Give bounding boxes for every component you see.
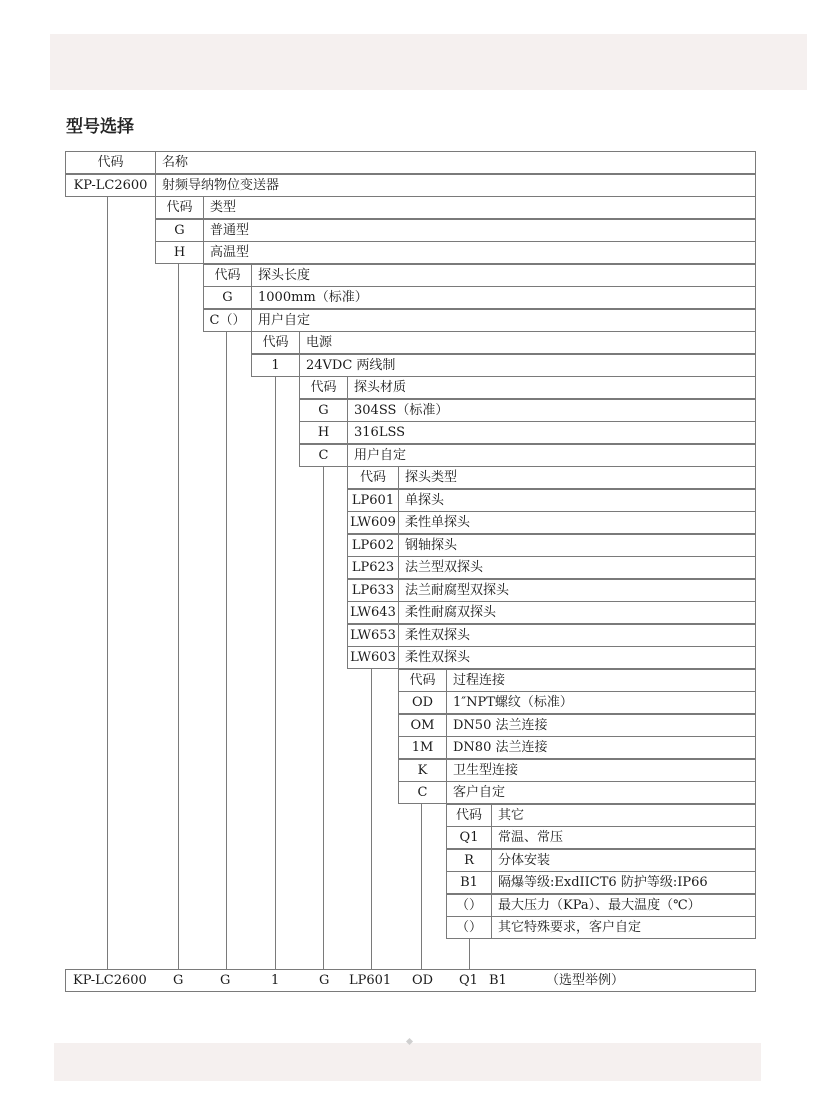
- example-part-model: KP-LC2600: [73, 973, 147, 988]
- column-header-code: 代码: [398, 669, 447, 692]
- option-code: LW653: [347, 624, 399, 647]
- column-header-desc: 名称: [155, 151, 756, 174]
- connector-line: [469, 939, 470, 969]
- option-description: 1″NPT螺纹（标准）: [446, 691, 756, 714]
- option-description: 柔性双探头: [398, 624, 756, 647]
- option-description: 单探头: [398, 489, 756, 512]
- option-description: 钢轴探头: [398, 534, 756, 557]
- option-description: 用户自定: [347, 444, 756, 467]
- option-description: 法兰型双探头: [398, 556, 756, 579]
- column-header-desc: 探头类型: [398, 466, 756, 489]
- option-code: C: [398, 781, 447, 804]
- option-description: 304SS（标准）: [347, 399, 756, 422]
- column-header-code: 代码: [155, 196, 204, 219]
- option-description: 柔性耐腐双探头: [398, 601, 756, 624]
- option-code: （）: [446, 916, 492, 939]
- option-code: LP633: [347, 579, 399, 602]
- option-code: LW603: [347, 646, 399, 669]
- option-code: G: [155, 219, 204, 242]
- option-code: KP-LC2600: [65, 174, 156, 197]
- option-code: OM: [398, 714, 447, 737]
- connector-line: [226, 331, 227, 969]
- option-code: H: [155, 241, 204, 264]
- example-row: [65, 969, 756, 992]
- column-header-code: 代码: [251, 331, 300, 354]
- connector-line: [275, 376, 276, 969]
- option-code: H: [299, 421, 348, 444]
- option-code: （）: [446, 894, 492, 917]
- example-part-material: G: [319, 973, 330, 988]
- option-description: 316LSS: [347, 421, 756, 444]
- option-code: C（）: [203, 309, 252, 332]
- option-code: 1: [251, 354, 300, 377]
- option-code: OD: [398, 691, 447, 714]
- option-description: 24VDC 两线制: [299, 354, 756, 377]
- example-part-other-2: B1: [489, 973, 507, 988]
- column-header-code: 代码: [203, 264, 252, 287]
- example-part-probe: LP601: [349, 973, 392, 988]
- option-code: G: [203, 286, 252, 309]
- page-title: 型号选择: [66, 117, 134, 137]
- option-description: DN80 法兰连接: [446, 736, 756, 759]
- column-header-desc: 类型: [203, 196, 756, 219]
- option-description: 最大压力（KPa）、最大温度（℃）: [491, 894, 756, 917]
- option-code: LP602: [347, 534, 399, 557]
- example-part-connection: OD: [412, 973, 434, 988]
- column-header-code: 代码: [446, 804, 492, 827]
- column-header-desc: 探头长度: [251, 264, 756, 287]
- option-description: DN50 法兰连接: [446, 714, 756, 737]
- column-header-desc: 其它: [491, 804, 756, 827]
- column-header-code: 代码: [347, 466, 399, 489]
- option-description: 射频导纳物位变送器: [155, 174, 756, 197]
- option-description: 高温型: [203, 241, 756, 264]
- option-code: 1M: [398, 736, 447, 759]
- option-code: B1: [446, 871, 492, 894]
- column-header-code: 代码: [299, 376, 348, 399]
- option-code: LP601: [347, 489, 399, 512]
- option-description: 柔性双探头: [398, 646, 756, 669]
- option-description: 用户自定: [251, 309, 756, 332]
- option-description: 柔性单探头: [398, 511, 756, 534]
- option-code: R: [446, 849, 492, 872]
- option-description: 客户自定: [446, 781, 756, 804]
- connector-line: [323, 466, 324, 969]
- connector-line: [178, 264, 179, 969]
- option-code: Q1: [446, 826, 492, 849]
- connector-line: [371, 669, 372, 969]
- column-header-desc: 探头材质: [347, 376, 756, 399]
- option-code: LW643: [347, 601, 399, 624]
- option-code: LW609: [347, 511, 399, 534]
- option-code: G: [299, 399, 348, 422]
- option-description: 常温、常压: [491, 826, 756, 849]
- option-description: 分体安装: [491, 849, 756, 872]
- option-code: K: [398, 759, 447, 782]
- option-code: C: [299, 444, 348, 467]
- option-description: 其它特殊要求，客户自定: [491, 916, 756, 939]
- option-description: 隔爆等级:ExdIICT6 防护等级:IP66: [491, 871, 756, 894]
- example-part-other: Q1: [459, 973, 478, 988]
- connector-line: [421, 804, 422, 969]
- footer-band: [54, 1043, 761, 1081]
- connector-line: [107, 196, 108, 969]
- option-description: 卫生型连接: [446, 759, 756, 782]
- option-description: 法兰耐腐型双探头: [398, 579, 756, 602]
- column-header-code: 代码: [65, 151, 156, 174]
- column-header-desc: 电源: [299, 331, 756, 354]
- column-header-desc: 过程连接: [446, 669, 756, 692]
- example-part-length: G: [220, 973, 231, 988]
- example-note: （选型举例）: [546, 973, 625, 988]
- example-part-type: G: [173, 973, 184, 988]
- option-description: 普通型: [203, 219, 756, 242]
- option-code: LP623: [347, 556, 399, 579]
- option-description: 1000mm（标准）: [251, 286, 756, 309]
- example-part-power: 1: [271, 973, 280, 988]
